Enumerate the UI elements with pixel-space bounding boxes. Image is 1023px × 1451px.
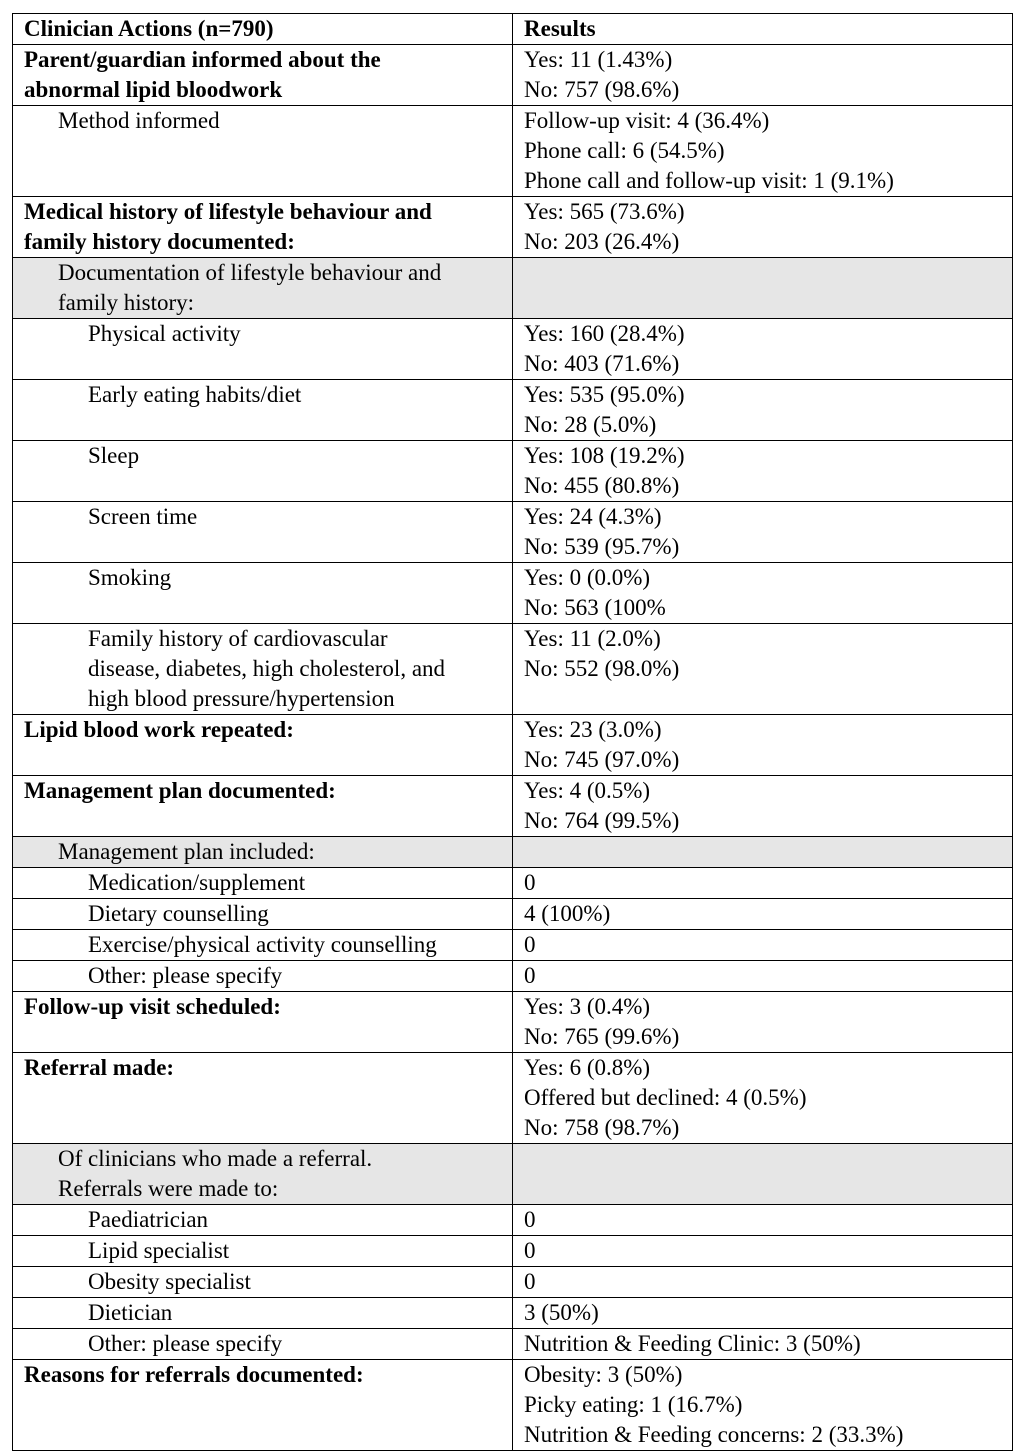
clinician-action-label: Family history of cardiovascular: [88, 626, 388, 651]
result-value: Nutrition & Feeding concerns: 2 (33.3%): [524, 1422, 904, 1447]
header-clinician-actions: Clinician Actions (n=790): [13, 14, 513, 45]
result-value: Yes: 6 (0.8%): [524, 1055, 651, 1080]
table-row: [13, 563, 1013, 624]
clinician-action-label: family history documented:: [24, 229, 295, 254]
result-value: 4 (100%): [524, 901, 611, 926]
clinician-action-label: Lipid blood work repeated:: [24, 717, 294, 742]
clinician-action-cell: [13, 45, 513, 106]
result-value: No: 403 (71.6%): [524, 351, 680, 376]
result-value: Yes: 108 (19.2%): [524, 443, 685, 468]
table-row: [13, 1236, 1013, 1267]
results-cell: [513, 1205, 1013, 1236]
result-value: Yes: 24 (4.3%): [524, 504, 662, 529]
clinician-action-cell: [13, 1298, 513, 1329]
clinician-action-label: Sleep: [88, 443, 140, 468]
result-value: Yes: 23 (3.0%): [524, 717, 662, 742]
clinician-action-label: Parent/guardian informed about the: [24, 47, 381, 72]
result-value: No: 28 (5.0%): [524, 412, 657, 437]
results-cell: [513, 319, 1013, 380]
clinician-action-cell: [13, 1205, 513, 1236]
result-value: 0: [524, 1269, 536, 1294]
result-value: No: 563 (100%: [524, 595, 666, 620]
clinician-action-cell: [13, 1053, 513, 1144]
result-value: Phone call: 6 (54.5%): [524, 138, 725, 163]
results-cell: [513, 868, 1013, 899]
clinician-action-label: Early eating habits/diet: [88, 382, 302, 407]
clinician-action-cell: [13, 1144, 513, 1205]
result-value: Yes: 11 (1.43%): [524, 47, 673, 72]
table-row: [13, 624, 1013, 715]
clinician-action-label: Management plan documented:: [24, 778, 336, 803]
results-cell: [513, 441, 1013, 502]
clinician-action-label: Follow-up visit scheduled:: [24, 994, 281, 1019]
clinician-action-cell: [13, 930, 513, 961]
clinician-action-label: disease, diabetes, high cholesterol, and: [88, 656, 446, 681]
result-value: 0: [524, 963, 536, 988]
results-cell: [513, 899, 1013, 930]
results-cell: [513, 776, 1013, 837]
clinician-action-cell: [13, 1236, 513, 1267]
results-cell: [513, 197, 1013, 258]
result-value: 3 (50%): [524, 1300, 599, 1325]
clinician-action-cell: [13, 868, 513, 899]
result-value: Picky eating: 1 (16.7%): [524, 1392, 743, 1417]
clinician-action-cell: [13, 106, 513, 197]
clinician-action-label: high blood pressure/hypertension: [88, 686, 395, 711]
results-cell: [513, 258, 1013, 319]
clinician-action-label: Referral made:: [24, 1055, 175, 1080]
table-row: [13, 992, 1013, 1053]
result-value: No: 764 (99.5%): [524, 808, 680, 833]
clinician-action-cell: [13, 715, 513, 776]
results-cell: [513, 1236, 1013, 1267]
clinician-action-cell: [13, 380, 513, 441]
table-row: [13, 1053, 1013, 1144]
clinician-action-cell: [13, 563, 513, 624]
clinician-actions-table: [12, 13, 1013, 1451]
table-row: [13, 502, 1013, 563]
table-row: [13, 441, 1013, 502]
table-row: [13, 380, 1013, 441]
result-value: Nutrition & Feeding Clinic: 3 (50%): [524, 1331, 861, 1356]
result-value: Yes: 3 (0.4%): [524, 994, 651, 1019]
clinician-action-cell: [13, 502, 513, 563]
clinician-action-label: Reasons for referrals documented:: [24, 1362, 364, 1387]
result-value: Yes: 160 (28.4%): [524, 321, 685, 346]
results-cell: [513, 1298, 1013, 1329]
results-cell: [513, 961, 1013, 992]
result-value: 0: [524, 1207, 536, 1232]
clinician-action-label: Management plan included:: [58, 839, 315, 864]
clinician-action-label: Physical activity: [88, 321, 241, 346]
result-value: No: 745 (97.0%): [524, 747, 680, 772]
table-row: [13, 1298, 1013, 1329]
clinician-action-label: Medical history of lifestyle behaviour and: [24, 199, 432, 224]
results-cell: [513, 563, 1013, 624]
results-cell: [513, 1360, 1013, 1451]
table-row: [13, 776, 1013, 837]
result-value: Yes: 565 (73.6%): [524, 199, 685, 224]
clinician-action-label: Exercise/physical activity counselling: [88, 932, 437, 957]
results-cell: [513, 715, 1013, 776]
clinician-action-label: Smoking: [88, 565, 172, 590]
result-value: No: 539 (95.7%): [524, 534, 680, 559]
clinician-action-cell: [13, 197, 513, 258]
clinician-action-cell: [13, 776, 513, 837]
clinician-action-label: Method informed: [58, 108, 220, 133]
table-row: [13, 1205, 1013, 1236]
results-cell: [513, 1144, 1013, 1205]
clinician-action-cell: [13, 961, 513, 992]
results-cell: [513, 45, 1013, 106]
clinician-action-label: Screen time: [88, 504, 198, 529]
result-value: Offered but declined: 4 (0.5%): [524, 1085, 807, 1110]
result-value: No: 552 (98.0%): [524, 656, 680, 681]
result-value: No: 455 (80.8%): [524, 473, 680, 498]
result-value: 0: [524, 870, 536, 895]
clinician-action-label: Referrals were made to:: [58, 1176, 279, 1201]
table-row: [13, 837, 1013, 868]
results-cell: [513, 992, 1013, 1053]
result-value: Obesity: 3 (50%): [524, 1362, 683, 1387]
result-value: Yes: 11 (2.0%): [524, 626, 661, 651]
result-value: Phone call and follow-up visit: 1 (9.1%): [524, 168, 894, 193]
clinician-action-cell: [13, 1267, 513, 1298]
table-row: [13, 930, 1013, 961]
table-row: [13, 1360, 1013, 1451]
header-row: [13, 14, 1013, 45]
table-row: [13, 1144, 1013, 1205]
table-row: [13, 961, 1013, 992]
clinician-action-cell: [13, 992, 513, 1053]
clinician-action-cell: [13, 258, 513, 319]
clinician-action-label: Medication/supplement: [88, 870, 306, 895]
results-cell: [513, 1267, 1013, 1298]
result-value: No: 758 (98.7%): [524, 1115, 680, 1140]
clinician-action-cell: [13, 837, 513, 868]
clinician-action-label: abnormal lipid bloodwork: [24, 77, 283, 102]
clinician-action-label: family history:: [58, 290, 195, 315]
table-row: [13, 45, 1013, 106]
results-cell: [513, 380, 1013, 441]
result-value: Yes: 4 (0.5%): [524, 778, 651, 803]
table-row: [13, 899, 1013, 930]
table-row: [13, 258, 1013, 319]
results-cell: [513, 502, 1013, 563]
clinician-action-cell: [13, 1360, 513, 1451]
clinician-action-label: Documentation of lifestyle behaviour and: [58, 260, 442, 285]
table-row: [13, 1329, 1013, 1360]
result-value: No: 203 (26.4%): [524, 229, 680, 254]
clinician-action-cell: [13, 1329, 513, 1360]
clinician-action-label: Of clinicians who made a referral.: [58, 1146, 373, 1171]
results-cell: [513, 1329, 1013, 1360]
result-value: 0: [524, 1238, 536, 1263]
result-value: No: 765 (99.6%): [524, 1024, 680, 1049]
results-cell: [513, 1053, 1013, 1144]
results-cell: [513, 624, 1013, 715]
result-value: No: 757 (98.6%): [524, 77, 680, 102]
clinician-action-cell: [13, 624, 513, 715]
result-value: Follow-up visit: 4 (36.4%): [524, 108, 770, 133]
table-row: [13, 197, 1013, 258]
table-row: [13, 1267, 1013, 1298]
clinician-action-label: Other: please specify: [88, 963, 283, 988]
clinician-action-cell: [13, 899, 513, 930]
results-cell: [513, 106, 1013, 197]
results-cell: [513, 930, 1013, 961]
clinician-action-label: Dietary counselling: [88, 901, 269, 926]
table-row: [13, 319, 1013, 380]
clinician-action-label: Dietician: [88, 1300, 173, 1325]
result-value: Yes: 0 (0.0%): [524, 565, 651, 590]
table-row: [13, 868, 1013, 899]
clinician-action-label: Paediatrician: [88, 1207, 209, 1232]
clinician-action-label: Obesity specialist: [88, 1269, 251, 1294]
table-row: [13, 106, 1013, 197]
clinician-action-cell: [13, 319, 513, 380]
clinician-action-label: Other: please specify: [88, 1331, 283, 1356]
clinician-action-cell: [13, 441, 513, 502]
clinician-action-label: Lipid specialist: [88, 1238, 230, 1263]
result-value: 0: [524, 932, 536, 957]
table-row: [13, 715, 1013, 776]
results-cell: [513, 837, 1013, 868]
header-results: Results: [513, 14, 1013, 45]
result-value: Yes: 535 (95.0%): [524, 382, 685, 407]
